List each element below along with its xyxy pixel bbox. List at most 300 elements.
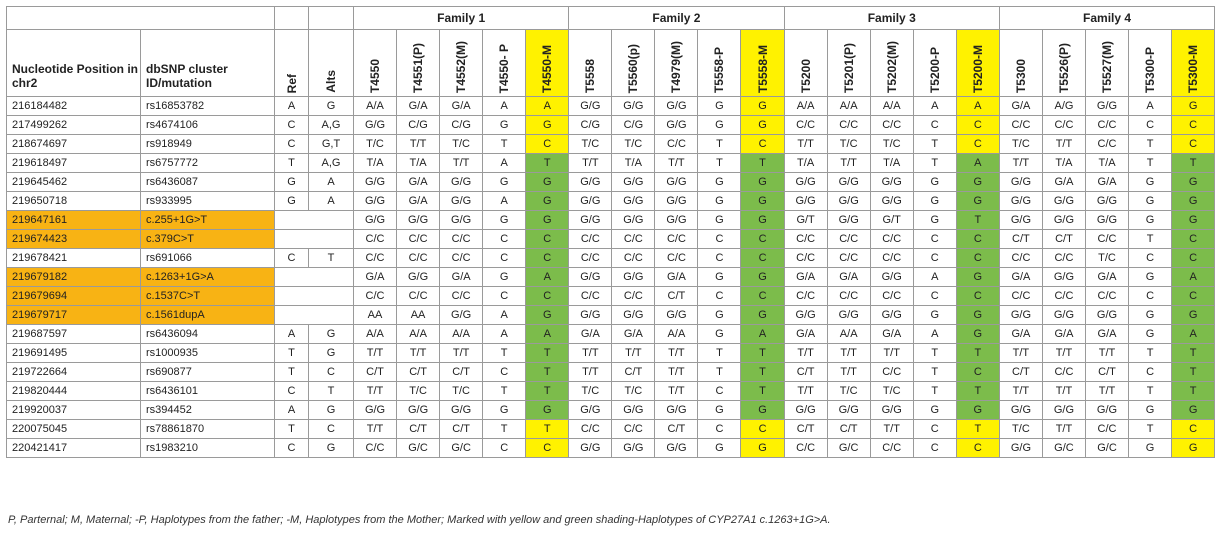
genotype-cell: C/C	[440, 230, 483, 249]
genotype-cell: C	[1172, 287, 1215, 306]
genotype-table-body	[7, 97, 1215, 458]
genotype-cell: T/C	[827, 135, 870, 154]
genotype-cell: G	[698, 192, 741, 211]
sample-header: T4979(M)	[655, 30, 698, 97]
position-cell: 219679182	[7, 268, 141, 287]
genotype-cell: C/C	[827, 287, 870, 306]
table-row	[7, 116, 1215, 135]
genotype-cell: C	[526, 230, 569, 249]
genotype-cell: T	[526, 344, 569, 363]
position-cell: 219722664	[7, 363, 141, 382]
dbsnp-cell: rs933995	[141, 192, 275, 211]
table-row	[7, 401, 1215, 420]
genotype-cell: G/G	[655, 401, 698, 420]
genotype-cell: T/T	[569, 344, 612, 363]
genotype-cell: T/T	[397, 344, 440, 363]
position-cell: 219687597	[7, 325, 141, 344]
genotype-cell: C/T	[784, 363, 827, 382]
genotype-cell: C	[741, 420, 784, 439]
genotype-cell: G	[956, 192, 999, 211]
sample-header: T5558-M	[741, 30, 784, 97]
genotype-cell: A	[483, 306, 526, 325]
genotype-cell: G/A	[784, 325, 827, 344]
genotype-cell: C/T	[440, 363, 483, 382]
genotype-cell: G/G	[1085, 192, 1128, 211]
genotype-cell: T	[698, 135, 741, 154]
genotype-cell: C/G	[397, 116, 440, 135]
genotype-cell: A/A	[440, 325, 483, 344]
genotype-cell: C	[741, 287, 784, 306]
genotype-cell: G	[956, 325, 999, 344]
genotype-cell: G	[698, 116, 741, 135]
family-1-header: Family 1	[354, 7, 569, 30]
position-cell: 219678421	[7, 249, 141, 268]
genotype-cell: G	[741, 97, 784, 116]
genotype-cell: T/T	[655, 363, 698, 382]
genotype-cell: G/G	[784, 401, 827, 420]
genotype-cell: G/A	[440, 97, 483, 116]
genotype-cell: G	[526, 116, 569, 135]
position-cell: 219645462	[7, 173, 141, 192]
genotype-cell: T	[483, 135, 526, 154]
genotype-cell: C	[698, 382, 741, 401]
genotype-cell: G/G	[354, 173, 397, 192]
genotype-cell: T	[526, 154, 569, 173]
position-cell: 219650718	[7, 192, 141, 211]
genotype-cell: T/T	[655, 154, 698, 173]
genotype-cell: A/A	[397, 325, 440, 344]
genotype-cell: G/G	[999, 192, 1042, 211]
sample-header: T5300-M	[1172, 30, 1215, 97]
genotype-cell: G/G	[569, 439, 612, 458]
ref-alts-empty-cell	[275, 287, 354, 306]
genotype-cell: G/G	[870, 192, 913, 211]
dbsnp-cell: rs16853782	[141, 97, 275, 116]
genotype-cell: G/G	[612, 173, 655, 192]
genotype-cell: C/C	[870, 116, 913, 135]
genotype-cell: G/G	[784, 192, 827, 211]
genotype-cell: C/C	[1042, 249, 1085, 268]
genotype-cell: C	[1172, 420, 1215, 439]
genotype-cell: G	[1129, 439, 1172, 458]
genotype-cell: C/C	[440, 287, 483, 306]
genotype-cell: G/G	[354, 211, 397, 230]
genotype-cell: G/A	[827, 268, 870, 287]
genotype-cell: C	[741, 135, 784, 154]
position-cell: 217499262	[7, 116, 141, 135]
genotype-cell: T/T	[440, 344, 483, 363]
genotype-cell: A	[1172, 268, 1215, 287]
genotype-cell: T/C	[354, 135, 397, 154]
ref-cell: C	[275, 439, 309, 458]
genotype-cell: T	[1129, 230, 1172, 249]
genotype-cell: C	[956, 249, 999, 268]
genotype-cell: T/T	[784, 344, 827, 363]
dbsnp-cell: rs691066	[141, 249, 275, 268]
genotype-cell: G	[1172, 211, 1215, 230]
table-row	[7, 439, 1215, 458]
genotype-cell: G/G	[612, 401, 655, 420]
genotype-cell: C/C	[1085, 420, 1128, 439]
sample-header: T5200	[784, 30, 827, 97]
genotype-cell: T/T	[1042, 420, 1085, 439]
dbsnp-cell: rs6436087	[141, 173, 275, 192]
genotype-cell: C	[1172, 116, 1215, 135]
ref-cell: C	[275, 135, 309, 154]
genotype-cell: C/T	[1042, 230, 1085, 249]
genotype-cell: C/C	[999, 249, 1042, 268]
genotype-cell: C	[956, 135, 999, 154]
genotype-cell: G/G	[612, 192, 655, 211]
genotype-cell: AA	[397, 306, 440, 325]
position-cell: 219674423	[7, 230, 141, 249]
genotype-cell: G/G	[440, 401, 483, 420]
genotype-cell: T/T	[870, 344, 913, 363]
table-row	[7, 192, 1215, 211]
table-row	[7, 268, 1215, 287]
genotype-cell: G	[526, 401, 569, 420]
genotype-cell: T/C	[827, 382, 870, 401]
genotype-cell: T	[1172, 344, 1215, 363]
genotype-cell: C/C	[999, 287, 1042, 306]
family-4-header: Family 4	[999, 7, 1214, 30]
genotype-cell: C/G	[612, 116, 655, 135]
table-row	[7, 306, 1215, 325]
genotype-table-container	[6, 6, 1214, 458]
genotype-cell: A/G	[1042, 97, 1085, 116]
genotype-cell: C	[913, 249, 956, 268]
dbsnp-cell: rs690877	[141, 363, 275, 382]
dbsnp-cell: c.1537C>T	[141, 287, 275, 306]
genotype-cell: G/G	[1085, 401, 1128, 420]
genotype-cell: C	[913, 287, 956, 306]
genotype-cell: G	[1129, 325, 1172, 344]
genotype-cell: A	[483, 325, 526, 344]
genotype-cell: C	[913, 230, 956, 249]
family-header-blank	[275, 7, 309, 30]
genotype-cell: T	[526, 382, 569, 401]
genotype-cell: T	[483, 382, 526, 401]
genotype-cell: T/T	[827, 363, 870, 382]
genotype-cell: G	[698, 401, 741, 420]
genotype-cell: T/C	[999, 135, 1042, 154]
genotype-cell: G/A	[1042, 173, 1085, 192]
ref-cell: A	[275, 325, 309, 344]
sample-header: T4552(M)	[440, 30, 483, 97]
genotype-cell: C/T	[827, 420, 870, 439]
genotype-cell: T	[913, 154, 956, 173]
genotype-cell: T/C	[440, 135, 483, 154]
dbsnp-cell: c.379C>T	[141, 230, 275, 249]
alts-cell: A	[309, 173, 354, 192]
genotype-cell: C/C	[827, 230, 870, 249]
genotype-cell: T/T	[655, 382, 698, 401]
position-cell: 219920037	[7, 401, 141, 420]
genotype-cell: G/G	[827, 401, 870, 420]
genotype-cell: T/A	[784, 154, 827, 173]
ref-cell: G	[275, 173, 309, 192]
genotype-cell: C/C	[784, 439, 827, 458]
genotype-cell: A/A	[354, 325, 397, 344]
position-cell: 219647161	[7, 211, 141, 230]
genotype-cell: G	[1172, 173, 1215, 192]
table-row	[7, 154, 1215, 173]
genotype-cell: C/C	[354, 287, 397, 306]
dbsnp-cell: rs1000935	[141, 344, 275, 363]
genotype-cell: C/C	[827, 249, 870, 268]
genotype-cell: T/A	[354, 154, 397, 173]
genotype-cell: T	[913, 135, 956, 154]
genotype-cell: G/G	[612, 268, 655, 287]
genotype-cell: G/A	[999, 325, 1042, 344]
alts-cell: A,G	[309, 116, 354, 135]
genotype-cell: C/C	[1042, 116, 1085, 135]
table-row	[7, 249, 1215, 268]
genotype-cell: G/G	[1085, 97, 1128, 116]
genotype-cell: C/C	[784, 287, 827, 306]
genotype-cell: C	[526, 439, 569, 458]
genotype-cell: G/T	[784, 211, 827, 230]
genotype-cell: G	[1129, 211, 1172, 230]
genotype-cell: C	[698, 249, 741, 268]
genotype-cell: G	[956, 306, 999, 325]
genotype-cell: G/G	[655, 192, 698, 211]
dbsnp-cell: rs1983210	[141, 439, 275, 458]
genotype-cell: C/C	[655, 135, 698, 154]
sample-header: T4550	[354, 30, 397, 97]
genotype-cell: G/G	[870, 306, 913, 325]
genotype-cell: A	[526, 97, 569, 116]
genotype-cell: A/A	[655, 325, 698, 344]
genotype-cell: C	[741, 249, 784, 268]
genotype-cell: C/C	[1085, 287, 1128, 306]
genotype-cell: G	[741, 439, 784, 458]
genotype-cell: G/G	[870, 401, 913, 420]
genotype-cell: G/A	[354, 268, 397, 287]
genotype-cell: A/A	[354, 97, 397, 116]
genotype-cell: G/G	[999, 439, 1042, 458]
sample-header: T5201(P)	[827, 30, 870, 97]
dbsnp-cell: rs4674106	[141, 116, 275, 135]
genotype-cell: T/C	[870, 382, 913, 401]
sample-header: T4550- P	[483, 30, 526, 97]
genotype-cell: G/A	[999, 268, 1042, 287]
sample-header: T5300-P	[1129, 30, 1172, 97]
genotype-cell: C	[483, 439, 526, 458]
genotype-cell: C	[956, 439, 999, 458]
genotype-cell: C/C	[870, 363, 913, 382]
genotype-cell: G/G	[397, 401, 440, 420]
position-cell: 219820444	[7, 382, 141, 401]
genotype-cell: G/G	[440, 173, 483, 192]
genotype-cell: C/C	[354, 439, 397, 458]
genotype-cell: G	[741, 401, 784, 420]
genotype-cell: A	[526, 325, 569, 344]
genotype-cell: G/G	[569, 97, 612, 116]
genotype-cell: G/A	[397, 173, 440, 192]
genotype-cell: G/A	[999, 97, 1042, 116]
genotype-cell: G	[741, 211, 784, 230]
genotype-cell: T	[698, 344, 741, 363]
table-row	[7, 230, 1215, 249]
genotype-cell: A	[483, 97, 526, 116]
genotype-cell: C/C	[569, 287, 612, 306]
genotype-cell: G/G	[440, 192, 483, 211]
genotype-cell: G	[526, 211, 569, 230]
genotype-cell: C	[483, 287, 526, 306]
genotype-cell: G/A	[440, 268, 483, 287]
ref-cell: T	[275, 344, 309, 363]
genotype-cell: C/T	[655, 287, 698, 306]
position-cell: 219691495	[7, 344, 141, 363]
sample-header: T5560(p)	[612, 30, 655, 97]
genotype-cell: C	[483, 363, 526, 382]
genotype-cell: T/T	[1085, 382, 1128, 401]
genotype-cell: G/G	[354, 192, 397, 211]
alts-cell: A,G	[309, 154, 354, 173]
sample-header: T4551(P)	[397, 30, 440, 97]
genotype-cell: T	[956, 344, 999, 363]
position-cell: 216184482	[7, 97, 141, 116]
genotype-cell: G	[1172, 401, 1215, 420]
genotype-cell: C	[1129, 363, 1172, 382]
genotype-cell: A/A	[827, 97, 870, 116]
genotype-cell: T	[1172, 154, 1215, 173]
table-footnote: P, Parternal; M, Maternal; -P, Haplotypes from the father; -M, Haplotypes from the Mother; Marked with yellow and green shading-Haplotypes of CYP27A1 c.1263+1G>A.	[8, 514, 831, 526]
sample-header: T5200-P	[913, 30, 956, 97]
ref-cell: C	[275, 116, 309, 135]
genotype-cell: T	[913, 344, 956, 363]
genotype-cell: G/G	[612, 306, 655, 325]
genotype-cell: T/A	[397, 154, 440, 173]
genotype-cell: G	[913, 211, 956, 230]
genotype-cell: A	[956, 154, 999, 173]
genotype-cell: G/G	[1042, 268, 1085, 287]
genotype-cell: G/G	[569, 211, 612, 230]
alts-cell: G	[309, 401, 354, 420]
genotype-cell: G	[913, 192, 956, 211]
genotype-cell: C/C	[784, 116, 827, 135]
dbsnp-cell: c.255+1G>T	[141, 211, 275, 230]
sample-header: T5526(P)	[1042, 30, 1085, 97]
position-cell: 220075045	[7, 420, 141, 439]
ref-cell: G	[275, 192, 309, 211]
genotype-cell: T/C	[999, 420, 1042, 439]
genotype-cell: C/C	[612, 287, 655, 306]
genotype-cell: T	[956, 420, 999, 439]
ref-cell: A	[275, 97, 309, 116]
dbsnp-cell: rs918949	[141, 135, 275, 154]
genotype-cell: C/G	[569, 116, 612, 135]
position-header: Nucleotide Position in chr2	[7, 30, 141, 97]
table-row	[7, 287, 1215, 306]
genotype-cell: T/T	[569, 363, 612, 382]
genotype-cell: C/T	[784, 420, 827, 439]
genotype-cell: T	[741, 363, 784, 382]
genotype-cell: C	[1172, 230, 1215, 249]
genotype-cell: C/C	[440, 249, 483, 268]
genotype-cell: C/C	[1085, 135, 1128, 154]
genotype-cell: G	[698, 439, 741, 458]
alts-cell: G	[309, 439, 354, 458]
dbsnp-header: dbSNP cluster ID/mutation	[141, 30, 275, 97]
genotype-cell: C/C	[870, 287, 913, 306]
genotype-cell: C	[913, 439, 956, 458]
genotype-cell: G	[1129, 268, 1172, 287]
genotype-cell: G/A	[655, 268, 698, 287]
genotype-cell: T	[698, 154, 741, 173]
genotype-cell: G/C	[827, 439, 870, 458]
ref-cell: T	[275, 154, 309, 173]
genotype-cell: T/T	[354, 420, 397, 439]
genotype-cell: G/G	[569, 192, 612, 211]
genotype-cell: T/A	[1085, 154, 1128, 173]
genotype-cell: G	[1172, 439, 1215, 458]
genotype-cell: G/G	[569, 268, 612, 287]
genotype-cell: G/A	[784, 268, 827, 287]
alts-cell: G	[309, 344, 354, 363]
genotype-cell: G/C	[1042, 439, 1085, 458]
genotype-cell: A/A	[827, 325, 870, 344]
genotype-cell: C	[526, 287, 569, 306]
genotype-cell: G	[956, 173, 999, 192]
genotype-cell: T/T	[440, 154, 483, 173]
genotype-cell: G/G	[655, 116, 698, 135]
ref-alts-empty-cell	[275, 268, 354, 287]
genotype-cell: C	[956, 363, 999, 382]
genotype-cell: T	[526, 420, 569, 439]
genotype-cell: T	[698, 363, 741, 382]
sample-header: T5558	[569, 30, 612, 97]
genotype-cell: C/C	[354, 249, 397, 268]
genotype-cell: C	[526, 135, 569, 154]
ref-alts-empty-cell	[275, 306, 354, 325]
genotype-cell: G/G	[397, 268, 440, 287]
genotype-cell: C	[956, 287, 999, 306]
family-header-blank	[309, 7, 354, 30]
genotype-cell: G/G	[827, 192, 870, 211]
family-header-blank	[7, 7, 275, 30]
genotype-cell: A	[956, 97, 999, 116]
genotype-cell: G	[1129, 306, 1172, 325]
genotype-cell: G/G	[655, 439, 698, 458]
genotype-cell: G	[741, 173, 784, 192]
genotype-cell: G/A	[397, 192, 440, 211]
genotype-table	[6, 6, 1215, 458]
genotype-cell: G/G	[1042, 211, 1085, 230]
sample-header: T5202(M)	[870, 30, 913, 97]
genotype-cell: G/T	[870, 211, 913, 230]
genotype-cell: A/A	[784, 97, 827, 116]
genotype-cell: A	[1172, 325, 1215, 344]
ref-cell: C	[275, 249, 309, 268]
genotype-cell: C	[483, 230, 526, 249]
table-row	[7, 363, 1215, 382]
genotype-cell: AA	[354, 306, 397, 325]
genotype-cell: T/T	[1042, 135, 1085, 154]
genotype-cell: G/G	[569, 401, 612, 420]
genotype-cell: C/C	[1085, 230, 1128, 249]
alts-cell: G	[309, 97, 354, 116]
genotype-cell: T/T	[784, 382, 827, 401]
table-row	[7, 420, 1215, 439]
genotype-cell: G	[1129, 173, 1172, 192]
genotype-cell: C	[526, 249, 569, 268]
dbsnp-cell: rs6436101	[141, 382, 275, 401]
genotype-cell: G/A	[1085, 173, 1128, 192]
genotype-cell: T/C	[440, 382, 483, 401]
ref-cell: C	[275, 382, 309, 401]
